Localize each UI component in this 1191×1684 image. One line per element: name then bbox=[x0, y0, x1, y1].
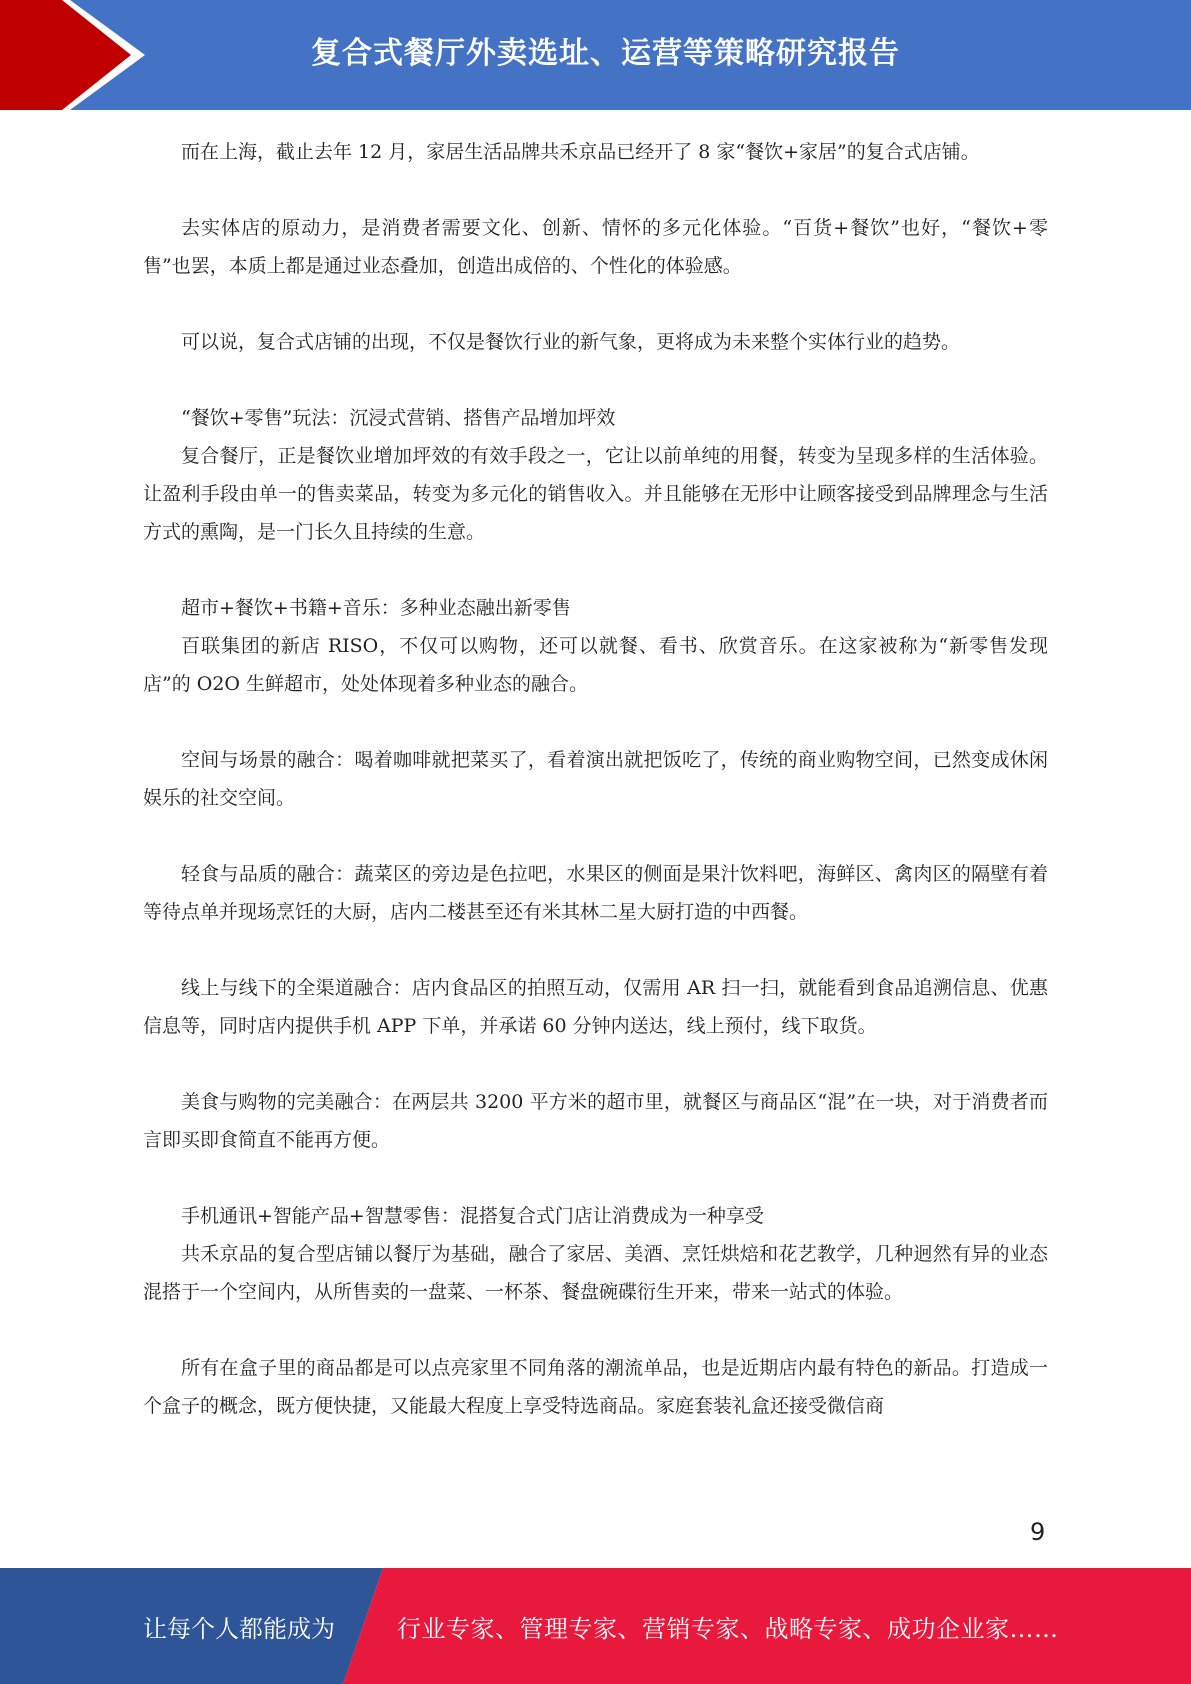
page-footer bbox=[0, 1568, 1191, 1684]
section-heading: 超市+餐饮+书籍+音乐：多种业态融出新零售 bbox=[181, 597, 571, 619]
paragraph: 共禾京品的复合型店铺以餐厅为基础，融合了家居、美酒、烹饪烘焙和花艺教学，几种迥然有异的业态混搭于一个空间内，从所售卖的一盘菜、一杯茶、餐盘碗碟衍生开来，带来一站式的体验。 bbox=[143, 1243, 1048, 1303]
paragraph: 线上与线下的全渠道融合：店内食品区的拍照互动，仅需用 AR 扫一扫，就能看到食品追溯信息、优惠信息等，同时店内提供手机 APP 下单，并承诺 60 分钟内送达，线上预付，线下取货。 bbox=[143, 977, 1048, 1037]
paragraph: 百联集团的新店 RISO，不仅可以购物，还可以就餐、看书、欣赏音乐。在这家被称为“新零售发现店”的 O2O 生鲜超市，处处体现着多种业态的融合。 bbox=[143, 635, 1048, 695]
footer-slogan-right: 行业专家、管理专家、营销专家、战略专家、成功企业家…… bbox=[397, 1614, 1059, 1643]
paragraph: 轻食与品质的融合：蔬菜区的旁边是色拉吧，水果区的侧面是果汁饮料吧，海鲜区、禽肉区的隔壁有着等待点单并现场烹饪的大厨，店内二楼甚至还有米其林二星大厨打造的中西餐。 bbox=[143, 863, 1048, 923]
paragraph: 所有在盒子里的商品都是可以点亮家里不同角落的潮流单品，也是近期店内最有特色的新品。打造成一个盒子的概念，既方便快捷，又能最大程度上享受特选商品。家庭套装礼盒还接受微信商 bbox=[143, 1357, 1048, 1417]
paragraph: 去实体店的原动力，是消费者需要文化、创新、情怀的多元化体验。“百货+餐饮”也好，“餐饮+零售”也罢，本质上都是通过业态叠加，创造出成倍的、个性化的体验感。 bbox=[143, 217, 1048, 277]
paragraph: 空间与场景的融合：喝着咖啡就把菜买了，看着演出就把饭吃了，传统的商业购物空间，已然变成休闲娱乐的社交空间。 bbox=[143, 749, 1048, 809]
chevron-arrow-icon bbox=[0, 0, 160, 110]
page-header bbox=[0, 0, 1191, 110]
paragraph: 复合餐厅，正是餐饮业增加坪效的有效手段之一，它让以前单纯的用餐，转变为呈现多样的生活体验。让盈利手段由单一的售卖菜品，转变为多元化的销售收入。并且能够在无形中让顾客接受到品牌理念与生活方式的熏陶，是一门长久且持续的生意。 bbox=[143, 445, 1048, 543]
page-number: 9 bbox=[1030, 1518, 1046, 1546]
body-text bbox=[143, 133, 1048, 1425]
paragraph: 美食与购物的完美融合：在两层共 3200 平方米的超市里，就餐区与商品区“混”在一块，对于消费者而言即买即食简直不能再方便。 bbox=[143, 1091, 1048, 1151]
header-title: 复合式餐厅外卖选址、运营等策略研究报告 bbox=[311, 36, 900, 71]
section-heading: 手机通讯+智能产品+智慧零售：混搭复合式门店让消费成为一种享受 bbox=[181, 1205, 764, 1227]
paragraph: 而在上海，截止去年 12 月，家居生活品牌共禾京品已经开了 8 家“餐饮+家居”的复合式店铺。 bbox=[181, 141, 980, 163]
footer-slogan-left: 让每个人都能成为 bbox=[143, 1614, 335, 1643]
paragraph: 可以说，复合式店铺的出现，不仅是餐饮行业的新气象，更将成为未来整个实体行业的趋势。 bbox=[181, 331, 961, 353]
section-heading: “餐饮+零售”玩法：沉浸式营销、搭售产品增加坪效 bbox=[181, 407, 616, 429]
